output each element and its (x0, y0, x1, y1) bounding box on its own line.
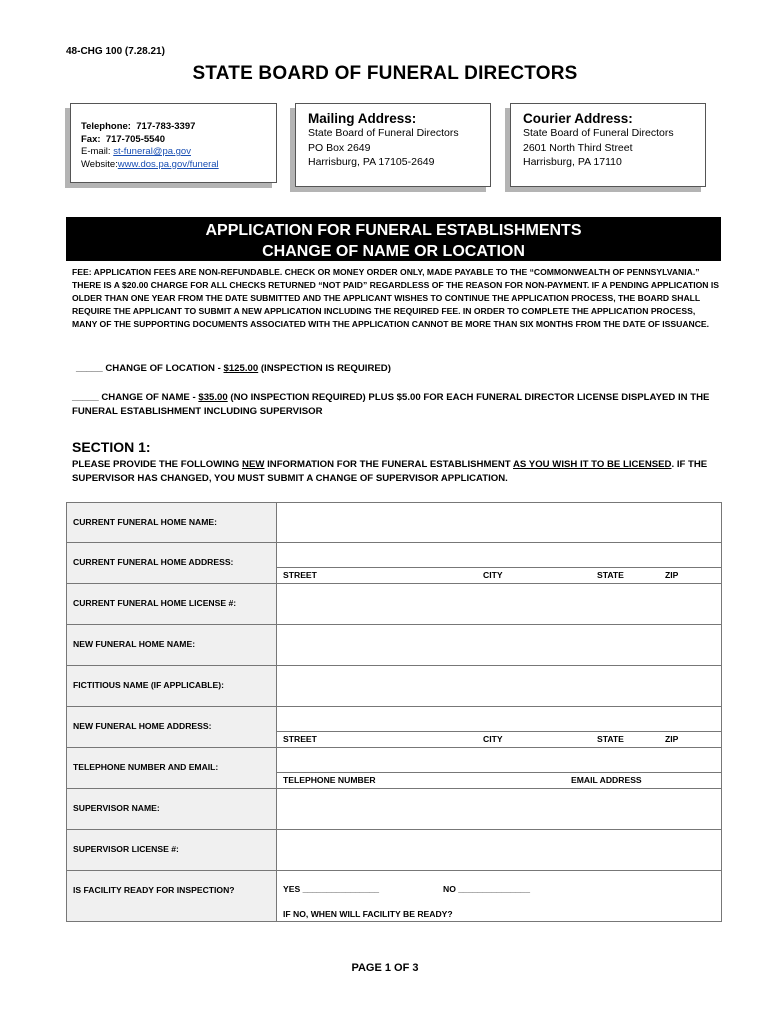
current-name-field[interactable] (277, 503, 722, 543)
courier-line-1: State Board of Funeral Directors (523, 127, 674, 139)
telephone-number-sublabel: TELEPHONE NUMBER (283, 775, 376, 785)
fax-line (81, 134, 276, 147)
current-address-field[interactable] (277, 543, 722, 584)
telephone-line (81, 121, 276, 134)
email-address-sublabel: EMAIL ADDRESS (571, 775, 642, 785)
street-sublabel: STREET (283, 570, 317, 580)
city-sublabel: CITY (483, 734, 503, 744)
website-line (81, 159, 276, 172)
address-sublabels (277, 567, 721, 583)
section-desc-part: PLEASE PROVIDE THE FOLLOWING (72, 459, 243, 470)
website-label: Website: (81, 158, 118, 170)
section-1-title: SECTION 1: (72, 439, 151, 455)
zip-sublabel: ZIP (665, 570, 679, 580)
name-text: CHANGE OF NAME - (98, 392, 199, 403)
fax-value: 717-705-5540 (105, 133, 165, 145)
new-name-label: NEW FUNERAL HOME NAME: (67, 625, 277, 666)
name-note: (NO INSPECTION REQUIRED) PLUS $5.00 FOR EACH FUNERAL DIRECTOR LICENSE DISPLAYED IN THE FUNERAL ESTABLISHMENT INCLUDING SUPERVISOR (72, 392, 710, 417)
facility-ready-yes[interactable]: YES ________________ (283, 884, 380, 894)
fee-notice: FEE: APPLICATION FEES ARE NON-REFUNDABLE. CHECK OR MONEY ORDER ONLY, MADE PAYABLE TO THE “COMMONWEALTH OF PENNSYLVANIA.” THERE IS A $20.00 CHARGE FOR ALL CHECKS RETURNED “NOT PAID” REGARDLESS OF THE REASON FOR NON-PAYMENT. IF A PENDING APPLICATION IS OLDER THAN ONE YEAR FROM THE DATE SUBMITTED AND THE APPLICANT WISHES TO CONTINUE THE APPLICATION PROCESS, THE BOARD SHALL REQUIRE THE APPLICANT TO SUBMIT A NEW APPLICATION INCLUDING THE REQUIRED FEE. IN ORDER TO COMPLETE THE APPLICATION PROCESS, MANY OF THE SUPPORTING DOCUMENTS ASSOCIATED WITH THE APPLICATION CANNOT BE MORE THAN SIX MONTHS FROM THE DATE OF ISSUANCE. (72, 267, 719, 329)
change-name-option[interactable] (72, 391, 722, 419)
courier-address-title: Courier Address: (523, 111, 633, 126)
facility-ready-when: IF NO, WHEN WILL FACILITY BE READY? (283, 909, 453, 919)
new-address-field[interactable] (277, 707, 722, 748)
page-number: PAGE 1 OF 3 (351, 962, 419, 974)
supervisor-name-field[interactable] (277, 789, 722, 830)
address-sublabels (277, 731, 721, 747)
section-desc-licensed: AS YOU WISH IT TO BE LICENSED (512, 459, 672, 470)
fictitious-name-field[interactable] (277, 666, 722, 707)
location-checkbox-blank[interactable]: _____ (76, 363, 103, 374)
city-sublabel: CITY (483, 570, 503, 580)
banner-line-2: CHANGE OF NAME OR LOCATION (262, 243, 525, 260)
new-address-label: NEW FUNERAL HOME ADDRESS: (67, 707, 277, 748)
fax-label: Fax: (81, 133, 101, 145)
zip-sublabel: ZIP (665, 734, 679, 744)
contact-box (70, 103, 277, 183)
current-license-label: CURRENT FUNERAL HOME LICENSE #: (67, 584, 277, 625)
facility-ready-field[interactable] (277, 871, 722, 922)
section-1-form (66, 502, 722, 922)
section-1-description (72, 458, 722, 486)
name-fee: $35.00 (198, 392, 228, 403)
courier-line-3: Harrisburg, PA 17110 (523, 156, 622, 168)
location-note: (INSPECTION IS REQUIRED) (258, 363, 391, 374)
facility-ready-label: IS FACILITY READY FOR INSPECTION? (67, 871, 277, 922)
supervisor-license-label: SUPERVISOR LICENSE #: (67, 830, 277, 871)
supervisor-name-label: SUPERVISOR NAME: (67, 789, 277, 830)
email-link[interactable]: st-funeral@pa.gov (113, 146, 191, 157)
website-link[interactable]: www.dos.pa.gov/funeral (117, 158, 219, 170)
email-line (81, 146, 276, 159)
telephone-value: 717-783-3397 (136, 121, 196, 132)
location-text: CHANGE OF LOCATION - (102, 363, 224, 374)
courier-address-box (510, 103, 706, 187)
current-name-label: CURRENT FUNERAL HOME NAME: (67, 503, 277, 543)
supervisor-license-field[interactable] (277, 830, 722, 871)
phone-email-label: TELEPHONE NUMBER AND EMAIL: (67, 748, 277, 789)
state-sublabel: STATE (597, 734, 624, 744)
change-location-option[interactable] (76, 362, 391, 376)
telephone-label: Telephone: (81, 121, 131, 132)
application-banner (66, 217, 721, 261)
fictitious-name-label: FICTITIOUS NAME (IF APPLICABLE): (67, 666, 277, 707)
section-desc-part: INFORMATION FOR THE FUNERAL ESTABLISHMENT (264, 459, 513, 470)
courier-line-2: 2601 North Third Street (523, 141, 633, 154)
new-name-field[interactable] (277, 625, 722, 666)
location-fee: $125.00 (223, 363, 259, 374)
mailing-line-2: PO Box 2649 (308, 141, 371, 154)
form-number: 48-CHG 100 (7.28.21) (66, 46, 165, 57)
street-sublabel: STREET (283, 734, 317, 744)
banner-line-1: APPLICATION FOR FUNERAL ESTABLISHMENTS (205, 222, 582, 239)
phone-email-sublabels (277, 772, 721, 788)
mailing-address-title: Mailing Address: (308, 111, 417, 126)
section-desc-new: NEW (242, 459, 265, 470)
current-license-field[interactable] (277, 584, 722, 625)
phone-email-field[interactable] (277, 748, 722, 789)
state-sublabel: STATE (597, 570, 624, 580)
name-checkbox-blank[interactable]: _____ (72, 392, 99, 403)
email-label: E-mail: (81, 146, 111, 157)
mailing-address-box (295, 103, 491, 187)
facility-ready-no[interactable]: NO _______________ (443, 884, 530, 894)
current-address-label: CURRENT FUNERAL HOME ADDRESS: (67, 543, 277, 584)
board-title: STATE BOARD OF FUNERAL DIRECTORS (192, 63, 578, 84)
mailing-line-3: Harrisburg, PA 17105-2649 (308, 156, 435, 168)
mailing-line-1: State Board of Funeral Directors (308, 127, 459, 139)
section-desc-part: . IF THE SUPERVISOR HAS CHANGED, YOU MUST SUBMIT A CHANGE OF SUPERVISOR APPLICATION. (72, 459, 708, 484)
